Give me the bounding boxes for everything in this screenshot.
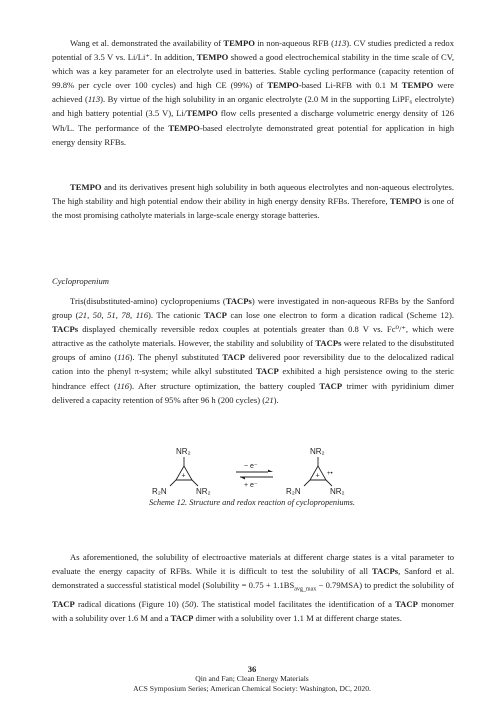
- nr2-top-right-label: NR₂: [310, 447, 325, 456]
- nr2-top-left-label: NR₂: [176, 447, 191, 456]
- section-heading: Cyclopropenium: [52, 276, 109, 286]
- nr2-bottom-left-label: R₂N: [152, 487, 167, 496]
- nr2-bottom-right-label: NR₂: [196, 487, 211, 496]
- paragraph-tempo-wang: Wang et al. demonstrated the availability of TEMPO in non-aqueous RFB (113). CV studies predicted a redox potential of 3.5 V vs. Li/Li⁺. In addition, TEMPO showed a good electrochemical stability in the time scale of CV, which was a key parameter for an electrolyte used in batteries. Stable cycling performance (capacity retention of 99.8% per cycle over 100 cycles) and high CE (99%) of TEMPO-based Li-RFB with 0.1 M TEMPO were achieved (113). By virtue of the high solubility in an organic electrolyte (2.0 M in the supporting LiPF₆ electrolyte) and high battery potential (3.5 V), Li/TEMPO flow cells presented a discharge volumetric energy density of 126 Wh/L. The performance of the TEMPO-based electrolyte demonstrated great potential for application in high energy density RFBs.: [52, 38, 455, 147]
- footer-series: ACS Symposium Series; American Chemical Society: Washington, DC, 2020.: [133, 684, 371, 693]
- scheme-12-diagram: [148, 444, 358, 504]
- bond-bl-right: [304, 480, 310, 486]
- bond-bl-left: [170, 480, 176, 486]
- paragraph-solubility: As aforementioned, the solubility of electroactive materials at different charge states is a vital parameter to evaluate the energy capacity of RFBs. While it is difficult to test the solubility of all TACPs, Sanford et al. demonstrated a successful statistical model (Solubility = $0.75 + 1.1BS_{avg\_max} - 0.79MSA$) to predict the solubility of TACP radical dications (Figure 10) (50). The statistical model facilitates the identification of a TACP monomer with a solubility over 1.6 M and a TACP dimer with a solubility over 1.1 M at different charge states.: [52, 552, 454, 624]
- footer-authors: Qin and Fan; Clean Energy Materials: [195, 674, 309, 683]
- scheme-caption: Scheme 12. Structure and redox reaction of cyclopropeniums.: [149, 498, 355, 507]
- plus-charge-right: +: [315, 472, 320, 480]
- arrowhead-forward: [268, 470, 273, 473]
- minus-electron-label: − e⁻: [244, 463, 258, 470]
- page-footer: [0, 664, 504, 694]
- page-number: 36: [247, 664, 257, 674]
- paragraph-tempo-summary: TEMPO and its derivatives present high solubility in both aqueous electrolytes and non-aqueous electrolytes. The high stability and high potential endow their ability in high energy density RFBs. Therefore, TEMPO is one of the most promising catholyte materials in large-scale energy storage batteries.: [52, 182, 455, 221]
- bond-br-left: [192, 480, 198, 486]
- paragraph-cyclopropenium: Tris(disubstituted-amino) cyclopropeniums (TACPs) were investigated in non-aqueous RFBs by the Sanford group (21, 50, 51, 78, 116). The cationic TACP can lose one electron to form a dication radical (Scheme 12). TACPs displayed chemically reversible redox couples at potentials greater than 0.8 V vs. Fc⁰/⁺, which were attractive as the catholyte materials. However, the stability and solubility of TACPs were related to the disubstituted groups of amino (116). The phenyl substituted TACP delivered poor reversibility due to the delocalized radical cation into the phenyl π-system; while alkyl substituted TACP exhibited a high persistence owing to the steric hindrance effect (116). After structure optimization, the battery coupled TACP trimer with pyridinium dimer delivered a capacity retention of 95% after 96 h (200 cycles) (21).: [52, 296, 455, 405]
- plus-electron-label: + e⁻: [244, 482, 258, 489]
- radical-cation-mark: +•: [327, 471, 333, 477]
- nr2-bottom-left-label-2: R₂N: [286, 487, 301, 496]
- arrowhead-back: [240, 477, 245, 480]
- nr2-bottom-right-label-2: NR₂: [330, 487, 345, 496]
- plus-charge-left: +: [181, 472, 186, 480]
- bond-br-right: [326, 480, 332, 486]
